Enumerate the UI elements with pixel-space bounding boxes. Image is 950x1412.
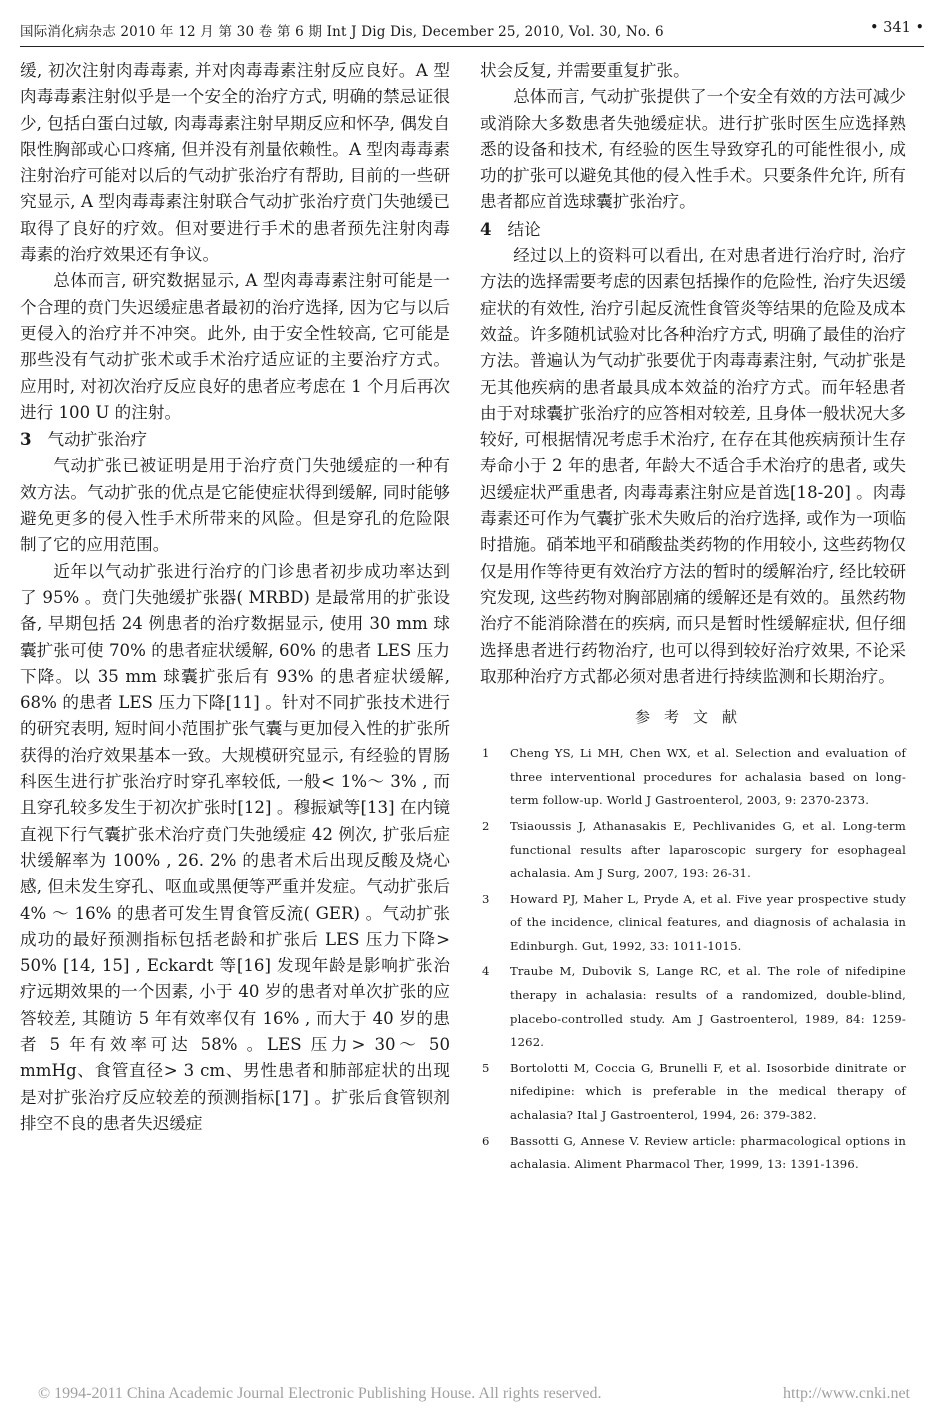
section-number: 4 [480, 218, 492, 239]
running-header [20, 20, 924, 47]
reference-text: Bortolotti M, Coccia G, Brunelli F, et al. Isosorbide dinitrate or nifedipine: which is preferable in the medical therapy of achalasia? Ital J Gastroenterol, 1994, 26: 379-382. [510, 1060, 906, 1123]
paragraph-dilation-outcomes: 近年以气动扩张进行治疗的门诊患者初步成功率达到了 95% 。贲门失弛缓扩张器( MRBD) 是最常用的扩张设备, 早期包括 24 例患者的治疗数据显示, 使用 30 mm 球囊扩张可使 70% 的患者症状缓解, 60% 的患者 LES 压力下降。以 35 mm 球囊扩张后有 93% 的患者症状缓解, 68% 的患者 LES 压力下降[11] 。针对不同扩张技术进行的研究表明, 短时间小范围扩张气囊与更加侵入性的扩张所获得的治疗效果基本一致。大规模研究显示, 有经验的胃肠科医生进行扩张治疗时穿孔率较低, 一般< 1%～ 3% , 而且穿孔较多发生于初次扩张时[12] 。穆振斌等[13] 在内镜直视下行气囊扩张术治疗贲门失弛缓症 42 例次, 扩张后症状缓解率为 100% , 26. 2% 的患者术后出现反酸及烧心感, 但未发生穿孔、呕血或黑便等严重并发症。气动扩张后 4% ～ 16% 的患者可发生胃食管反流( GER) 。气动扩张成功的最好预测指标包括老龄和扩张后 LES 压力下降> 50% [14, 15] , Eckardt 等[16] 发现年龄是影响扩张治疗远期效果的一个因素, 小于 40 岁的患者对单次扩张的应答较差, 其随访 5 年有效率仅有 16% , 而大于 40 岁的患者 5 年有效率可达 58% 。LES 压力> 30～ 50 mmHg、食管直径> 3 cm、男性患者和肺部症状的出现是对扩张治疗反应较差的预测指标[17] 。扩张后食管钡剂排空不良的患者失迟缓症 [20, 561, 450, 1133]
paragraph-dilation-intro: 气动扩张已被证明是用于治疗贲门失弛缓症的一种有效方法。气动扩张的优点是它能使症状得到缓解, 同时能够避免更多的侵入性手术所带来的风险。但是穿孔的危险限制了它的应用范围。 [20, 456, 450, 555]
section-title: 气动扩张治疗 [47, 430, 148, 450]
reference-item [480, 1130, 906, 1177]
section-number: 3 [20, 429, 32, 450]
reference-number: 6 [482, 1133, 490, 1148]
reference-number: 1 [482, 746, 490, 761]
footer-url: http://www.cnki.net [783, 1385, 910, 1402]
reference-text: Traube M, Dubovik S, Lange RC, et al. The role of nifedipine therapy in achalasia: results of a randomized, double-blind, placebo-controlled study. Am J Gastroenterol, 1989, 84: 1259-1262. [510, 964, 906, 1050]
section-title: 结论 [507, 219, 541, 239]
copyright-footer [38, 1385, 910, 1403]
paragraph-conclusion: 经过以上的资料可以看出, 在对患者进行治疗时, 治疗方法的选择需要考虑的因素包括操作的危险性, 治疗失迟缓症状的有效性, 治疗引起反流性食管炎等结果的危险及成本效益。许多随机试验对比各种治疗方式, 明确了最佳的治疗方法。普遍认为气动扩张要优于肉毒毒素注射, 气动扩张是无其他疾病的患者最具成本效益的治疗方式。而年轻患者由于对球囊扩张治疗的应答相对较差, 且身体一般状况大多较好, 可根据情况考虑手术治疗, 在存在其他疾病预计生存寿命小于 2 年的患者, 年龄大不适合手术治疗的患者, 或失迟缓症状严重患者, 肉毒毒素注射应是首选[18-20] 。肉毒毒素还可作为气囊扩张术失败后的治疗选择, 或作为一项临时措施。硝苯地平和硝酸盐类药物的作用较小, 这些药物仅仅是用作等待更有效治疗方法的暂时的缓解治疗, 经比较研究发现, 这些药物对胸部剧痛的缓解还是有效的。虽然药物治疗不能消除潜在的疾病, 而只是暂时性缓解症状, 但仔细选择患者进行药物治疗, 也可以得到较好治疗效果, 不论采取那种治疗方式都必须对患者进行持续监测和长期治疗。 [480, 246, 906, 686]
reference-item [480, 742, 906, 813]
reference-item [480, 1057, 906, 1128]
reference-number: 2 [482, 818, 490, 833]
left-column [20, 58, 450, 1137]
paragraph-botox-summary: 总体而言, 研究数据显示, A 型肉毒毒素注射可能是一个合理的贲门失迟缓症患者最初的治疗选择, 因为它与以后更侵入的治疗并不冲突。此外, 由于安全性较高, 它可能是那些没有气动扩张术或手术治疗适应证的主要治疗方式。应用时, 对初次治疗反应良好的患者应考虑在 1 个月后再次进行 100 U 的注射。 [20, 271, 450, 422]
reference-item [480, 888, 906, 959]
reference-list [480, 742, 906, 1177]
reference-number: 3 [482, 891, 490, 906]
copyright-text: © 1994-2011 China Academic Journal Electronic Publishing House. All rights reserved. [38, 1385, 602, 1402]
reference-text: Howard PJ, Maher L, Pryde A, et al. Five year prospective study of the incidence, clinical features, and diagnosis of achalasia in Edinburgh. Gut, 1992, 33: 1011-1015. [510, 891, 906, 953]
section-heading-pneumatic-dilation [20, 426, 450, 453]
paragraph-dilation-summary: 总体而言, 气动扩张提供了一个安全有效的方法可减少或消除大多数患者失弛缓症状。进行扩张时医生应选择熟悉的设备和技术, 有经验的医生导致穿孔的可能性很小, 成功的扩张可以避免其他的侵入性手术。只要条件允许, 所有患者都应首选球囊扩张治疗。 [480, 87, 906, 212]
reference-item [480, 960, 906, 1054]
reference-number: 5 [482, 1060, 490, 1075]
page-number: • 341 • [870, 20, 924, 36]
references-heading: 参考文献 [634, 708, 751, 727]
reference-text: Tsiaoussis J, Athanasakis E, Pechlivanides G, et al. Long-term functional results after laparoscopic surgery for esophageal achalasia. Am J Surg, 2007, 193: 26-31. [510, 818, 906, 881]
reference-text: Bassotti G, Annese V. Review article: pharmacological options in achalasia. Aliment Pharmacol Ther, 1999, 13: 1391-1396. [510, 1133, 906, 1172]
paragraph-dilation-continued: 状会反复, 并需要重复扩张。 [480, 61, 690, 80]
paragraph-botox-safety: 缓, 初次注射肉毒毒素, 并对肉毒毒素注射反应良好。A 型肉毒毒素注射似乎是一个安全的治疗方式, 明确的禁忌证很少, 包括白蛋白过敏, 肉毒毒素注射早期反应和怀孕, 偶发自限性胸部或心口疼痛, 但并没有剂量依赖性。A 型肉毒毒素注射治疗可能对以后的气动扩张治疗有帮助, 目前的一些研究显示, A 型肉毒毒素注射联合气动扩张治疗贲门失弛缓已取得了良好的疗效。但对要进行手术的患者预先注射肉毒毒素的治疗效果还有争议。 [20, 61, 450, 265]
reference-number: 4 [482, 964, 490, 979]
right-column [480, 58, 906, 1179]
journal-citation-line: 国际消化病杂志 2010 年 12 月 第 30 卷 第 6 期 Int J Dig Dis, December 25, 2010, Vol. 30, No. 6 [20, 24, 664, 40]
reference-item [480, 815, 906, 886]
reference-text: Cheng YS, Li MH, Chen WX, et al. Selection and evaluation of three interventional procedures for achalasia based on long-term follow-up. World J Gastroenterol, 2003, 9: 2370-2373. [510, 746, 906, 808]
section-heading-conclusion [480, 216, 906, 243]
